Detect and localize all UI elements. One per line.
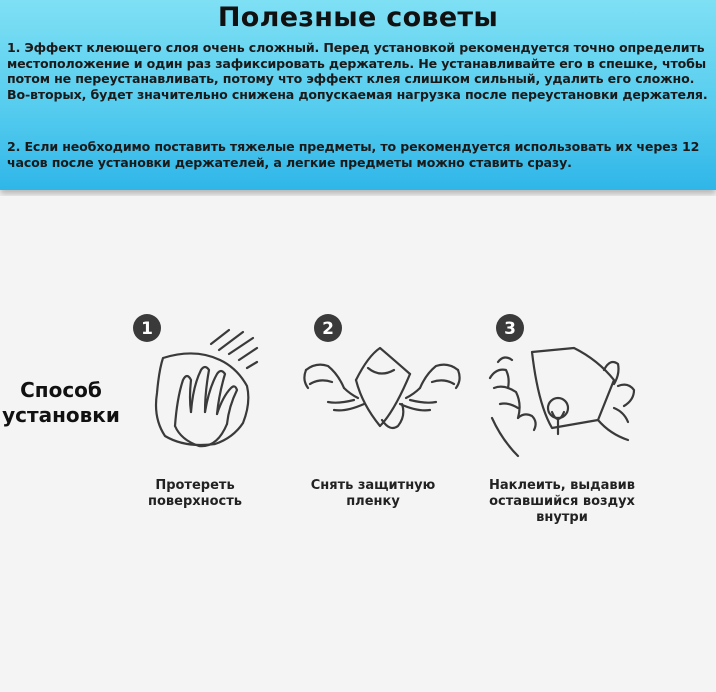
method-label-line: установки xyxy=(2,403,120,427)
step-1-caption-line: поверхность xyxy=(147,494,243,509)
step-1-caption xyxy=(110,478,280,510)
step-2-badge xyxy=(314,314,342,342)
method-label xyxy=(2,378,120,428)
press-hook-icon xyxy=(478,308,648,473)
step-3-badge xyxy=(496,314,524,342)
tip-1-line: местоположение и один раз зафиксировать держатель. Не устанавливайте его в спешке, чтобы xyxy=(7,55,706,71)
step-1-number: 1 xyxy=(141,319,153,339)
tip-2-line: 2. Если необходимо поставить тяжелые предметы, то рекомендуется использовать их через 12 xyxy=(7,139,700,154)
step-1-caption-line: Протереть xyxy=(155,478,235,493)
method-label-line: Способ xyxy=(20,378,102,402)
wipe-surface-icon xyxy=(125,308,295,473)
tip-1-line: 1. Эффект клеющего слоя очень сложный. Перед установкой рекомендуется точно определить xyxy=(7,40,705,55)
tip-2 xyxy=(7,139,713,170)
peel-film-icon xyxy=(298,308,468,473)
tip-2-line: часов после установки держателей, а легкие предметы можно ставить сразу. xyxy=(7,154,572,170)
tip-1-line: Во-вторых, будет значительно снижена допускаемая нагрузка после переустановки держателя. xyxy=(7,86,708,102)
step-2-number: 2 xyxy=(322,319,334,339)
step-3-caption-line: Наклеить, выдавив xyxy=(489,478,635,493)
step-3-number: 3 xyxy=(504,319,516,339)
step-3-caption xyxy=(477,478,647,526)
step-3-caption-line: внутри xyxy=(536,510,588,525)
tip-1 xyxy=(7,40,713,102)
step-1-badge xyxy=(133,314,161,342)
tips-banner xyxy=(0,0,716,190)
tip-1-line: потом не переустанавливать, потому что эффект клея слишком сильный, удалить его сложно. xyxy=(7,71,695,86)
step-3-caption-line: оставшийся воздух xyxy=(489,494,635,509)
step-2-caption xyxy=(288,478,458,510)
banner-title: Полезные советы xyxy=(217,2,499,33)
step-2-caption-line: пленку xyxy=(346,494,400,509)
step-2-caption-line: Снять защитную xyxy=(310,478,436,493)
